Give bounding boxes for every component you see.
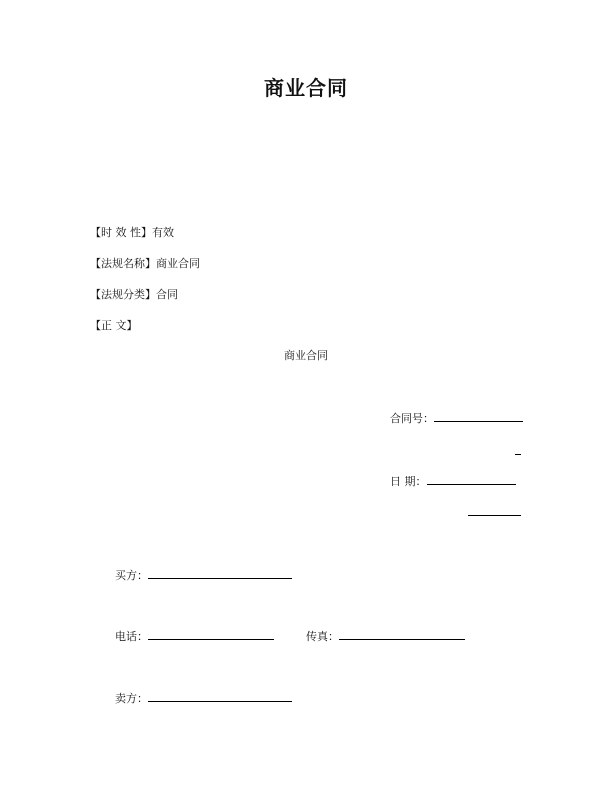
contract-number-label: 合同号： [390,412,434,425]
phone-field [115,628,274,644]
phone-blank [148,629,274,640]
phone-label: 电话： [115,630,148,643]
date-blank [427,474,516,485]
contract-number-blank [434,411,523,422]
meta-regulation-category: 【法规分类】合同 [90,288,178,301]
buyer-field [115,567,292,583]
seller-blank [148,691,292,702]
fax-field [306,628,465,644]
date-overflow-line [468,515,521,516]
meta-body-heading: 【正 文】 [90,319,138,332]
buyer-label: 买方： [115,569,148,582]
date-field [390,473,516,489]
contract-subtitle: 商业合同 [284,349,328,362]
fax-label: 传真： [306,630,339,643]
seller-field [115,690,292,706]
fax-blank [339,629,465,640]
contract-number-overflow-line [515,454,521,455]
document-title: 商业合同 [264,76,348,100]
meta-regulation-name: 【法规名称】商业合同 [90,257,200,270]
seller-label: 卖方： [115,692,148,705]
contract-number-field [390,410,523,426]
buyer-blank [148,568,292,579]
meta-validity: 【时 效 性】有效 [90,226,174,239]
date-label: 日 期： [390,475,427,488]
